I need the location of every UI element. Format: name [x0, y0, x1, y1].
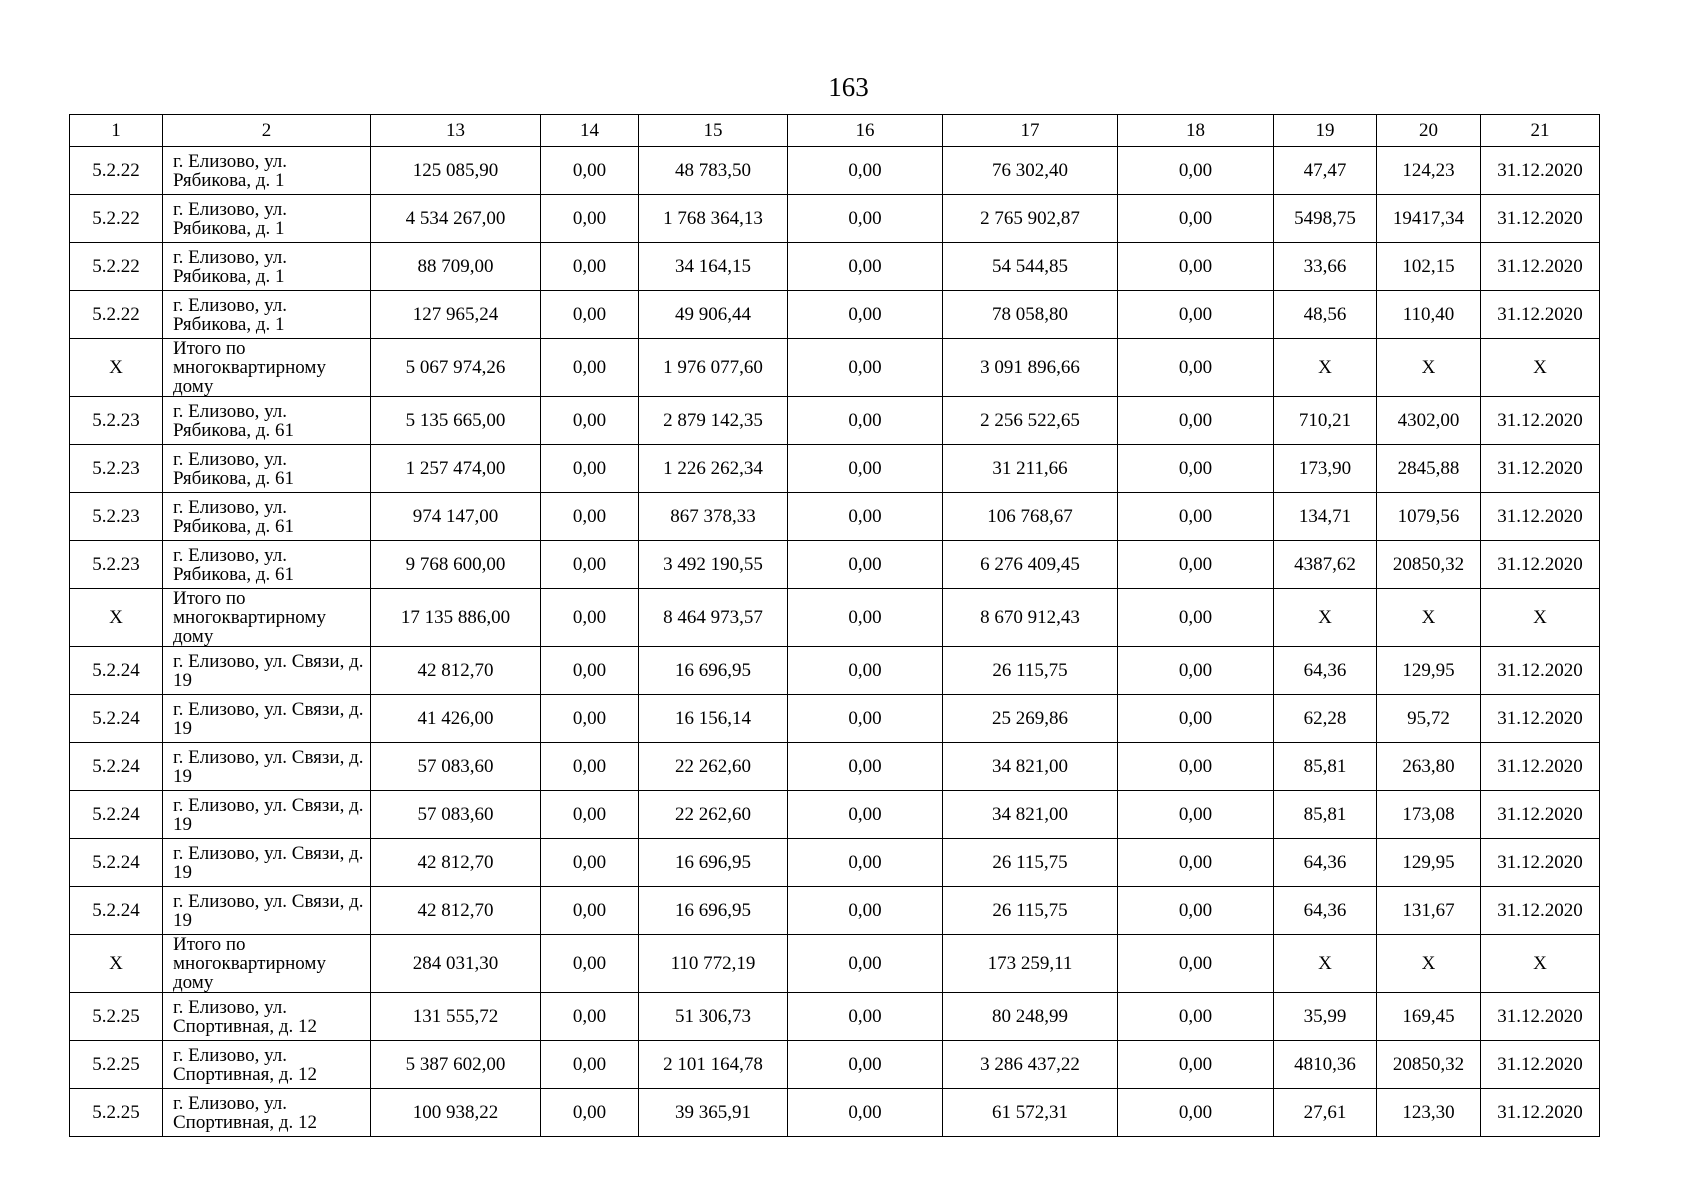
table-cell: 57 083,60: [371, 743, 541, 791]
table-cell: 0,00: [541, 1041, 639, 1089]
table-cell: 0,00: [1118, 195, 1274, 243]
table-row: [70, 647, 1600, 695]
table-cell: 0,00: [1118, 993, 1274, 1041]
table-cell: 33,66: [1274, 243, 1377, 291]
table-cell: 0,00: [541, 445, 639, 493]
address-cell: г. Елизово, ул. Связи, д. 19: [163, 647, 371, 695]
page-number: 163: [828, 72, 869, 102]
table-cell: 0,00: [1118, 647, 1274, 695]
table-row: [70, 243, 1600, 291]
column-header: 21: [1481, 115, 1600, 147]
table-cell: 1 257 474,00: [371, 445, 541, 493]
table-cell: 0,00: [788, 397, 943, 445]
table-cell: 27,61: [1274, 1089, 1377, 1137]
table-cell: 0,00: [1118, 791, 1274, 839]
table-cell: Х: [1274, 935, 1377, 993]
table-cell: Х: [1274, 339, 1377, 397]
table-cell: 0,00: [788, 589, 943, 647]
table-cell: 31.12.2020: [1481, 839, 1600, 887]
table-cell: 19417,34: [1377, 195, 1481, 243]
table-cell: 5.2.25: [70, 1041, 163, 1089]
column-header: 20: [1377, 115, 1481, 147]
table-cell: 0,00: [541, 147, 639, 195]
table-cell: 31.12.2020: [1481, 147, 1600, 195]
table-cell: 16 696,95: [639, 887, 788, 935]
table-cell: 0,00: [541, 195, 639, 243]
table-cell: 123,30: [1377, 1089, 1481, 1137]
table-cell: 57 083,60: [371, 791, 541, 839]
table-cell: Х: [1481, 589, 1600, 647]
column-header: 15: [639, 115, 788, 147]
table-cell: 20850,32: [1377, 541, 1481, 589]
table-cell: 31.12.2020: [1481, 1089, 1600, 1137]
table-cell: 16 156,14: [639, 695, 788, 743]
table-cell: 0,00: [1118, 541, 1274, 589]
table-row: [70, 935, 1600, 993]
table-cell: 4302,00: [1377, 397, 1481, 445]
table-cell: 0,00: [788, 1041, 943, 1089]
table-cell: 54 544,85: [943, 243, 1118, 291]
table-cell: 26 115,75: [943, 887, 1118, 935]
table-cell: 0,00: [788, 1089, 943, 1137]
table-cell: 0,00: [541, 993, 639, 1041]
table-cell: 129,95: [1377, 839, 1481, 887]
table-cell: 0,00: [1118, 291, 1274, 339]
table-cell: 35,99: [1274, 993, 1377, 1041]
table-cell: 9 768 600,00: [371, 541, 541, 589]
address-cell: г. Елизово, ул. Рябикова, д. 61: [163, 493, 371, 541]
table-header: [70, 115, 1600, 147]
table-row: [70, 887, 1600, 935]
table-cell: Х: [70, 935, 163, 993]
table-cell: 4810,36: [1274, 1041, 1377, 1089]
column-header: 18: [1118, 115, 1274, 147]
table-cell: 0,00: [788, 541, 943, 589]
column-header: 14: [541, 115, 639, 147]
table-cell: 129,95: [1377, 647, 1481, 695]
table-cell: 20850,32: [1377, 1041, 1481, 1089]
table-cell: 0,00: [1118, 935, 1274, 993]
table-body: [70, 147, 1600, 1137]
table-cell: 41 426,00: [371, 695, 541, 743]
table-cell: 263,80: [1377, 743, 1481, 791]
table-cell: Х: [1274, 589, 1377, 647]
table-cell: 64,36: [1274, 647, 1377, 695]
table-cell: 6 276 409,45: [943, 541, 1118, 589]
table-cell: 0,00: [1118, 589, 1274, 647]
table-cell: 3 091 896,66: [943, 339, 1118, 397]
table-cell: 26 115,75: [943, 647, 1118, 695]
address-cell: г. Елизово, ул. Рябикова, д. 61: [163, 541, 371, 589]
table-cell: 22 262,60: [639, 743, 788, 791]
table-cell: 31.12.2020: [1481, 541, 1600, 589]
table-cell: 2 256 522,65: [943, 397, 1118, 445]
table-cell: 0,00: [788, 791, 943, 839]
table-cell: 0,00: [788, 445, 943, 493]
address-cell: г. Елизово, ул. Связи, д. 19: [163, 839, 371, 887]
table-cell: 0,00: [541, 935, 639, 993]
table-cell: 0,00: [1118, 1089, 1274, 1137]
table-cell: 47,47: [1274, 147, 1377, 195]
header-row: [70, 115, 1600, 147]
data-table: [69, 114, 1600, 1137]
table-cell: 5.2.25: [70, 1089, 163, 1137]
table-cell: 78 058,80: [943, 291, 1118, 339]
table-cell: Х: [1377, 935, 1481, 993]
table-cell: 62,28: [1274, 695, 1377, 743]
table-cell: 131,67: [1377, 887, 1481, 935]
address-cell: г. Елизово, ул. Рябикова, д. 1: [163, 195, 371, 243]
table-cell: 64,36: [1274, 887, 1377, 935]
table-cell: 51 306,73: [639, 993, 788, 1041]
table-cell: 124,23: [1377, 147, 1481, 195]
table-cell: 0,00: [541, 541, 639, 589]
table-cell: 0,00: [788, 647, 943, 695]
table-cell: 2845,88: [1377, 445, 1481, 493]
table-cell: 5.2.22: [70, 291, 163, 339]
table-cell: 100 938,22: [371, 1089, 541, 1137]
table-row: [70, 589, 1600, 647]
table-row: [70, 1041, 1600, 1089]
table-cell: 48 783,50: [639, 147, 788, 195]
table-cell: 85,81: [1274, 743, 1377, 791]
table-cell: 49 906,44: [639, 291, 788, 339]
table-row: [70, 445, 1600, 493]
address-cell: Итого по многоквартирному дому: [163, 589, 371, 647]
address-cell: г. Елизово, ул. Рябикова, д. 1: [163, 243, 371, 291]
table-cell: 0,00: [1118, 339, 1274, 397]
table-cell: 0,00: [788, 935, 943, 993]
table-cell: 0,00: [788, 339, 943, 397]
table-cell: Х: [70, 589, 163, 647]
table-cell: 88 709,00: [371, 243, 541, 291]
table-cell: 4387,62: [1274, 541, 1377, 589]
table-cell: 0,00: [541, 339, 639, 397]
table-cell: 5.2.22: [70, 147, 163, 195]
table-cell: 80 248,99: [943, 993, 1118, 1041]
table-cell: 31.12.2020: [1481, 791, 1600, 839]
address-cell: г. Елизово, ул. Рябикова, д. 61: [163, 397, 371, 445]
table-cell: 173,90: [1274, 445, 1377, 493]
table-cell: 5.2.24: [70, 791, 163, 839]
table-cell: 0,00: [788, 147, 943, 195]
table-cell: 284 031,30: [371, 935, 541, 993]
address-cell: Итого по многоквартирному дому: [163, 935, 371, 993]
column-header: 19: [1274, 115, 1377, 147]
table-cell: 42 812,70: [371, 887, 541, 935]
column-header: 2: [163, 115, 371, 147]
table-row: [70, 743, 1600, 791]
table-cell: 0,00: [788, 993, 943, 1041]
table-cell: 5.2.25: [70, 993, 163, 1041]
table-row: [70, 493, 1600, 541]
table-cell: 31.12.2020: [1481, 743, 1600, 791]
table-cell: 31.12.2020: [1481, 493, 1600, 541]
table-cell: 125 085,90: [371, 147, 541, 195]
table-cell: 31.12.2020: [1481, 887, 1600, 935]
table-cell: 31.12.2020: [1481, 445, 1600, 493]
table-cell: 0,00: [1118, 743, 1274, 791]
table-cell: 0,00: [1118, 839, 1274, 887]
table-cell: Х: [1377, 339, 1481, 397]
table-cell: 5 067 974,26: [371, 339, 541, 397]
table-cell: 127 965,24: [371, 291, 541, 339]
table-cell: 131 555,72: [371, 993, 541, 1041]
table-cell: 0,00: [541, 1089, 639, 1137]
table-cell: 0,00: [1118, 445, 1274, 493]
table-cell: 0,00: [541, 589, 639, 647]
table-cell: 5 387 602,00: [371, 1041, 541, 1089]
table-cell: 1 226 262,34: [639, 445, 788, 493]
table-cell: 8 464 973,57: [639, 589, 788, 647]
table-cell: 5.2.22: [70, 195, 163, 243]
table-cell: 17 135 886,00: [371, 589, 541, 647]
table-cell: 4 534 267,00: [371, 195, 541, 243]
table-cell: 5498,75: [1274, 195, 1377, 243]
table-cell: 0,00: [541, 791, 639, 839]
table-cell: 0,00: [1118, 147, 1274, 195]
table-cell: 0,00: [788, 695, 943, 743]
table-cell: 0,00: [1118, 243, 1274, 291]
table-cell: 31 211,66: [943, 445, 1118, 493]
table-row: [70, 695, 1600, 743]
address-cell: г. Елизово, ул. Связи, д. 19: [163, 743, 371, 791]
table-cell: 5.2.24: [70, 647, 163, 695]
table-cell: 0,00: [541, 839, 639, 887]
table-cell: 0,00: [541, 493, 639, 541]
address-cell: г. Елизово, ул. Спортивная, д. 12: [163, 1089, 371, 1137]
table-cell: 85,81: [1274, 791, 1377, 839]
table-cell: Х: [1481, 935, 1600, 993]
table-cell: 5.2.24: [70, 839, 163, 887]
table-cell: 0,00: [541, 243, 639, 291]
table-cell: 0,00: [788, 839, 943, 887]
column-header: 16: [788, 115, 943, 147]
table-cell: 169,45: [1377, 993, 1481, 1041]
table-cell: 0,00: [788, 291, 943, 339]
table-cell: 0,00: [788, 493, 943, 541]
table-cell: 95,72: [1377, 695, 1481, 743]
column-header: 13: [371, 115, 541, 147]
table-cell: 5.2.23: [70, 493, 163, 541]
table-cell: 31.12.2020: [1481, 1041, 1600, 1089]
table-cell: Х: [1481, 339, 1600, 397]
table-cell: 34 164,15: [639, 243, 788, 291]
table-cell: 31.12.2020: [1481, 243, 1600, 291]
table-row: [70, 839, 1600, 887]
column-header: 17: [943, 115, 1118, 147]
table-cell: 76 302,40: [943, 147, 1118, 195]
table-cell: 173 259,11: [943, 935, 1118, 993]
table-cell: 22 262,60: [639, 791, 788, 839]
table-cell: 110 772,19: [639, 935, 788, 993]
table-cell: 31.12.2020: [1481, 993, 1600, 1041]
table-cell: 0,00: [788, 887, 943, 935]
table-cell: 5.2.23: [70, 445, 163, 493]
table-cell: 1 768 364,13: [639, 195, 788, 243]
table-cell: 5.2.24: [70, 695, 163, 743]
column-header: 1: [70, 115, 163, 147]
table-cell: 5 135 665,00: [371, 397, 541, 445]
table-cell: 5.2.22: [70, 243, 163, 291]
table-cell: 110,40: [1377, 291, 1481, 339]
table-cell: 42 812,70: [371, 839, 541, 887]
address-cell: г. Елизово, ул. Рябикова, д. 61: [163, 445, 371, 493]
table-cell: 0,00: [788, 743, 943, 791]
table-cell: 0,00: [1118, 887, 1274, 935]
table-cell: 0,00: [788, 195, 943, 243]
table-row: [70, 195, 1600, 243]
table-cell: 0,00: [541, 291, 639, 339]
address-cell: г. Елизово, ул. Связи, д. 19: [163, 695, 371, 743]
table-row: [70, 791, 1600, 839]
table-row: [70, 993, 1600, 1041]
table-cell: 134,71: [1274, 493, 1377, 541]
table-cell: 0,00: [788, 243, 943, 291]
table-cell: 2 101 164,78: [639, 1041, 788, 1089]
table-cell: 8 670 912,43: [943, 589, 1118, 647]
table-cell: 5.2.23: [70, 541, 163, 589]
table-cell: 974 147,00: [371, 493, 541, 541]
table-cell: 0,00: [1118, 1041, 1274, 1089]
table-cell: 1 976 077,60: [639, 339, 788, 397]
table-row: [70, 1089, 1600, 1137]
table-cell: 173,08: [1377, 791, 1481, 839]
table-cell: 0,00: [1118, 493, 1274, 541]
table-cell: 2 765 902,87: [943, 195, 1118, 243]
table-cell: 31.12.2020: [1481, 647, 1600, 695]
table-cell: 3 286 437,22: [943, 1041, 1118, 1089]
table-row: [70, 291, 1600, 339]
table-cell: 867 378,33: [639, 493, 788, 541]
table-cell: 0,00: [541, 743, 639, 791]
address-cell: г. Елизово, ул. Рябикова, д. 1: [163, 291, 371, 339]
table-row: [70, 339, 1600, 397]
table-cell: 0,00: [1118, 695, 1274, 743]
table-cell: 25 269,86: [943, 695, 1118, 743]
table-cell: 0,00: [541, 647, 639, 695]
address-cell: г. Елизово, ул. Рябикова, д. 1: [163, 147, 371, 195]
table-row: [70, 147, 1600, 195]
table-cell: 5.2.24: [70, 743, 163, 791]
table-cell: 1079,56: [1377, 493, 1481, 541]
table-cell: 0,00: [541, 397, 639, 445]
table-cell: 31.12.2020: [1481, 695, 1600, 743]
address-cell: г. Елизово, ул. Связи, д. 19: [163, 887, 371, 935]
table-cell: 106 768,67: [943, 493, 1118, 541]
table-row: [70, 541, 1600, 589]
table-cell: 5.2.24: [70, 887, 163, 935]
table-cell: 26 115,75: [943, 839, 1118, 887]
table-cell: 5.2.23: [70, 397, 163, 445]
table-cell: 48,56: [1274, 291, 1377, 339]
table-cell: 102,15: [1377, 243, 1481, 291]
table-cell: 0,00: [1118, 397, 1274, 445]
address-cell: г. Елизово, ул. Спортивная, д. 12: [163, 993, 371, 1041]
table-cell: 61 572,31: [943, 1089, 1118, 1137]
table-cell: Х: [70, 339, 163, 397]
table-cell: Х: [1377, 589, 1481, 647]
table-cell: 31.12.2020: [1481, 195, 1600, 243]
table-cell: 34 821,00: [943, 743, 1118, 791]
table-cell: 16 696,95: [639, 647, 788, 695]
table-cell: 2 879 142,35: [639, 397, 788, 445]
table-cell: 42 812,70: [371, 647, 541, 695]
address-cell: г. Елизово, ул. Связи, д. 19: [163, 791, 371, 839]
address-cell: Итого по многоквартирному дому: [163, 339, 371, 397]
table-cell: 710,21: [1274, 397, 1377, 445]
table-cell: 64,36: [1274, 839, 1377, 887]
table-cell: 0,00: [541, 887, 639, 935]
table-cell: 39 365,91: [639, 1089, 788, 1137]
table-cell: 3 492 190,55: [639, 541, 788, 589]
table-cell: 31.12.2020: [1481, 397, 1600, 445]
table-cell: 16 696,95: [639, 839, 788, 887]
table-cell: 34 821,00: [943, 791, 1118, 839]
table-cell: 0,00: [541, 695, 639, 743]
table-cell: 31.12.2020: [1481, 291, 1600, 339]
address-cell: г. Елизово, ул. Спортивная, д. 12: [163, 1041, 371, 1089]
table-row: [70, 397, 1600, 445]
